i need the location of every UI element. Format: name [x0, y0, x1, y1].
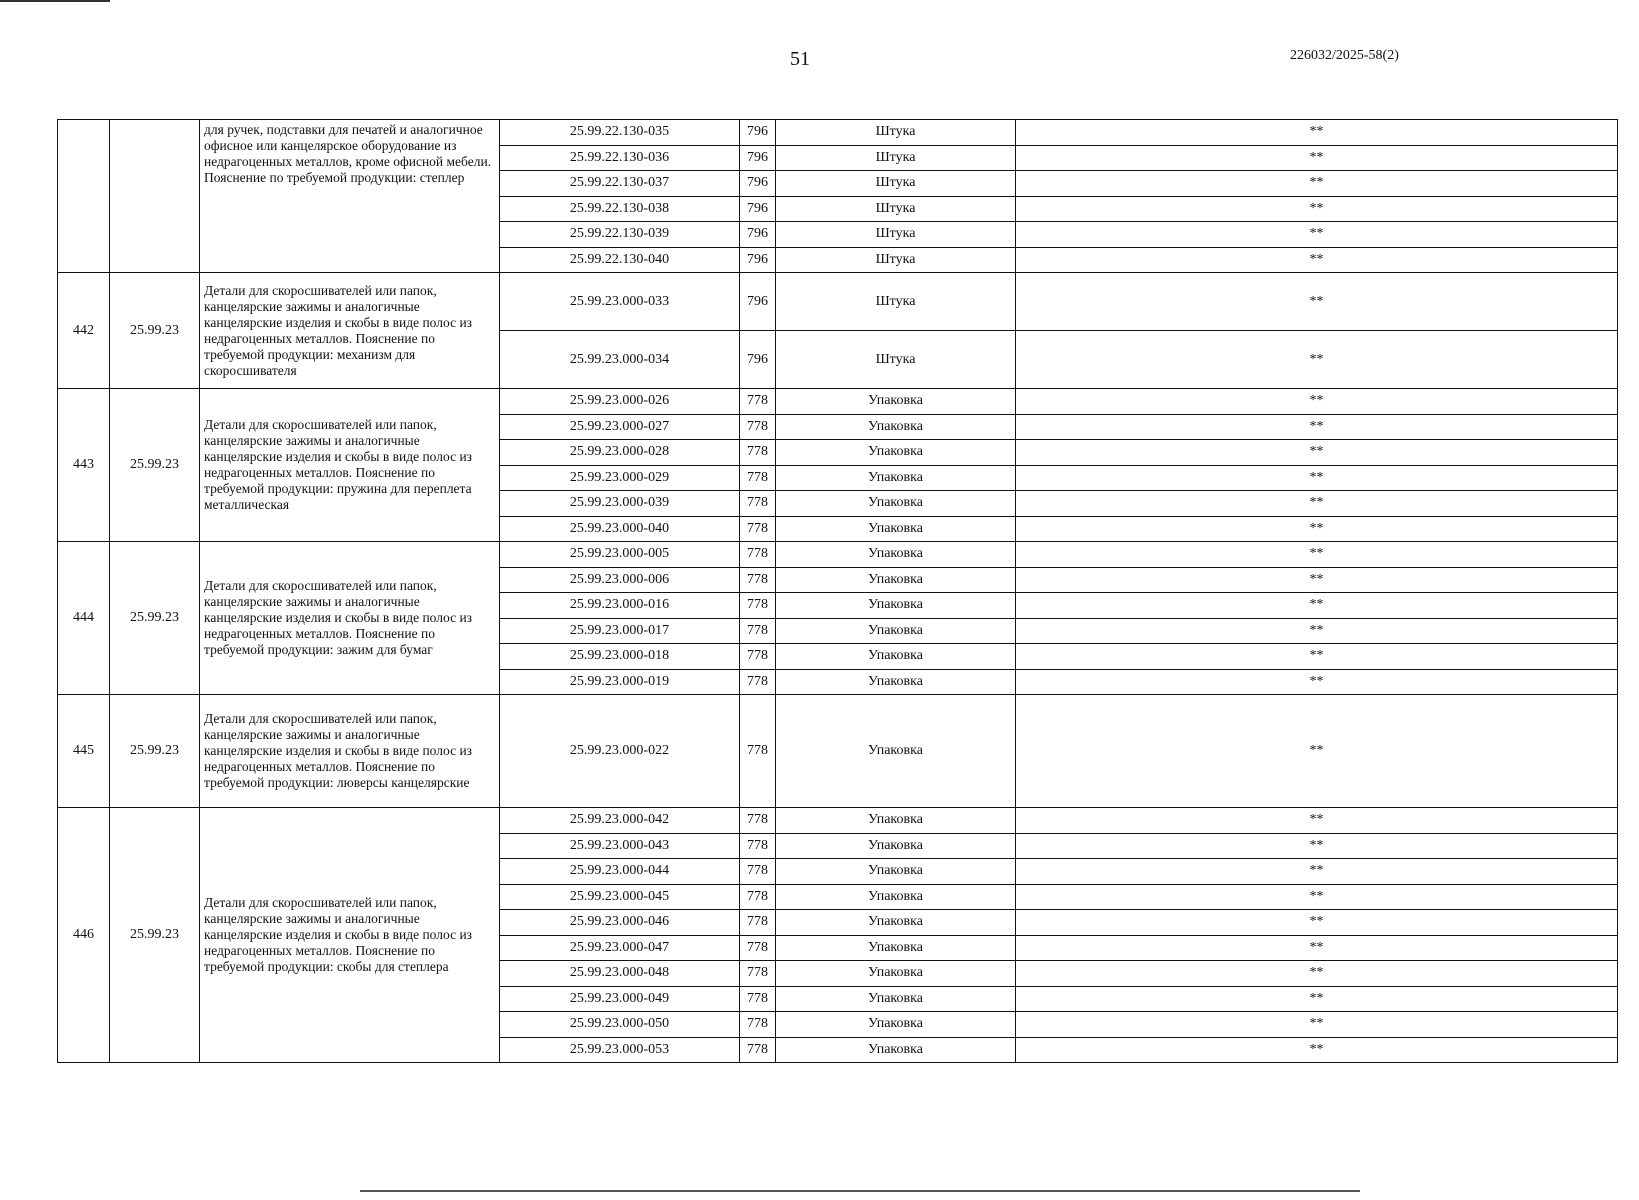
- quantity-cell: **: [1016, 389, 1618, 415]
- unit-name-cell: Упаковка: [776, 593, 1016, 619]
- ktru-code-cell: 25.99.23.000-019: [500, 669, 740, 695]
- ktru-code-cell: 25.99.23.000-049: [500, 986, 740, 1012]
- okei-code-cell: 778: [740, 389, 776, 415]
- okei-code-cell: 778: [740, 440, 776, 466]
- okei-code-cell: 778: [740, 567, 776, 593]
- ktru-code-cell: 25.99.23.000-018: [500, 644, 740, 670]
- unit-name-cell: Упаковка: [776, 808, 1016, 834]
- unit-name-cell: Упаковка: [776, 833, 1016, 859]
- okei-code-cell: 796: [740, 331, 776, 389]
- unit-name-cell: Упаковка: [776, 644, 1016, 670]
- quantity-cell: **: [1016, 618, 1618, 644]
- quantity-cell: **: [1016, 833, 1618, 859]
- unit-name-cell: Упаковка: [776, 1037, 1016, 1063]
- quantity-cell: **: [1016, 440, 1618, 466]
- unit-name-cell: Штука: [776, 120, 1016, 146]
- unit-name-cell: Упаковка: [776, 618, 1016, 644]
- item-number-cell: 446: [58, 808, 110, 1063]
- ktru-code-cell: 25.99.23.000-045: [500, 884, 740, 910]
- okei-code-cell: 778: [740, 1037, 776, 1063]
- quantity-cell: **: [1016, 1037, 1618, 1063]
- table-row: [58, 389, 1618, 415]
- unit-name-cell: Упаковка: [776, 1012, 1016, 1038]
- table-row: [58, 120, 1618, 146]
- ktru-code-cell: 25.99.23.000-039: [500, 491, 740, 517]
- ktru-code-cell: 25.99.22.130-038: [500, 196, 740, 222]
- okei-code-cell: 796: [740, 145, 776, 171]
- ktru-code-cell: 25.99.22.130-035: [500, 120, 740, 146]
- unit-name-cell: Упаковка: [776, 516, 1016, 542]
- table-row: [58, 273, 1618, 331]
- quantity-cell: **: [1016, 910, 1618, 936]
- quantity-cell: **: [1016, 935, 1618, 961]
- quantity-cell: **: [1016, 247, 1618, 273]
- product-description-cell: для ручек, подставки для печатей и аналогичное офисное или канцелярское оборудование из недрагоценных металлов, кроме офисной мебели. Пояснение по требуемой продукции: степлер: [200, 120, 500, 273]
- unit-name-cell: Упаковка: [776, 986, 1016, 1012]
- product-description-cell: Детали для скоросшивателей или папок, канцелярские зажимы и аналогичные канцелярские изделия и скобы в виде полос из недрагоценных металлов. Пояснение по требуемой продукции: зажим для бумаг: [200, 542, 500, 695]
- okei-code-cell: 778: [740, 669, 776, 695]
- ktru-code-cell: 25.99.22.130-039: [500, 222, 740, 248]
- unit-name-cell: Упаковка: [776, 414, 1016, 440]
- table-body: [58, 120, 1618, 1063]
- quantity-cell: **: [1016, 171, 1618, 197]
- ktru-code-cell: 25.99.22.130-037: [500, 171, 740, 197]
- okei-code-cell: 778: [740, 859, 776, 885]
- ktru-code-cell: 25.99.23.000-016: [500, 593, 740, 619]
- unit-name-cell: Штука: [776, 222, 1016, 248]
- quantity-cell: **: [1016, 567, 1618, 593]
- quantity-cell: **: [1016, 986, 1618, 1012]
- product-description-cell: Детали для скоросшивателей или папок, канцелярские зажимы и аналогичные канцелярские изделия и скобы в виде полос из недрагоценных металлов. Пояснение по требуемой продукции: скобы для степлера: [200, 808, 500, 1063]
- okei-code-cell: 778: [740, 644, 776, 670]
- quantity-cell: **: [1016, 884, 1618, 910]
- item-number-cell: [58, 120, 110, 273]
- unit-name-cell: Штука: [776, 171, 1016, 197]
- quantity-cell: **: [1016, 331, 1618, 389]
- item-number-cell: 445: [58, 695, 110, 808]
- ktru-code-cell: 25.99.23.000-022: [500, 695, 740, 808]
- item-number-cell: 444: [58, 542, 110, 695]
- product-description-cell: Детали для скоросшивателей или папок, канцелярские зажимы и аналогичные канцелярские изделия и скобы в виде полос из недрагоценных металлов. Пояснение по требуемой продукции: механизм для скоросшивателя: [200, 273, 500, 389]
- ktru-code-cell: 25.99.23.000-005: [500, 542, 740, 568]
- okei-code-cell: 778: [740, 935, 776, 961]
- quantity-cell: **: [1016, 145, 1618, 171]
- quantity-cell: **: [1016, 644, 1618, 670]
- ktru-code-cell: 25.99.23.000-034: [500, 331, 740, 389]
- quantity-cell: **: [1016, 465, 1618, 491]
- ktru-code-cell: 25.99.23.000-017: [500, 618, 740, 644]
- okei-code-cell: 778: [740, 593, 776, 619]
- okei-code-cell: 778: [740, 414, 776, 440]
- unit-name-cell: Штука: [776, 196, 1016, 222]
- okei-code-cell: 796: [740, 120, 776, 146]
- ktru-code-cell: 25.99.23.000-040: [500, 516, 740, 542]
- table-row: [58, 695, 1618, 808]
- product-description-cell: Детали для скоросшивателей или папок, канцелярские зажимы и аналогичные канцелярские изделия и скобы в виде полос из недрагоценных металлов. Пояснение по требуемой продукции: пружина для переплета металлическая: [200, 389, 500, 542]
- okei-code-cell: 778: [740, 695, 776, 808]
- unit-name-cell: Упаковка: [776, 961, 1016, 987]
- ktru-code-cell: 25.99.23.000-043: [500, 833, 740, 859]
- quantity-cell: **: [1016, 516, 1618, 542]
- unit-name-cell: Упаковка: [776, 465, 1016, 491]
- okei-code-cell: 796: [740, 171, 776, 197]
- page-number: 51: [790, 48, 810, 70]
- ktru-code-cell: 25.99.22.130-036: [500, 145, 740, 171]
- ktru-code-cell: 25.99.23.000-044: [500, 859, 740, 885]
- quantity-cell: **: [1016, 695, 1618, 808]
- procurement-table: [57, 119, 1618, 1063]
- okei-code-cell: 778: [740, 1012, 776, 1038]
- quantity-cell: **: [1016, 542, 1618, 568]
- okpd-code-cell: 25.99.23: [110, 695, 200, 808]
- okei-code-cell: 796: [740, 222, 776, 248]
- okei-code-cell: 796: [740, 196, 776, 222]
- quantity-cell: **: [1016, 414, 1618, 440]
- okei-code-cell: 778: [740, 961, 776, 987]
- okei-code-cell: 778: [740, 986, 776, 1012]
- quantity-cell: **: [1016, 593, 1618, 619]
- okei-code-cell: 778: [740, 465, 776, 491]
- quantity-cell: **: [1016, 222, 1618, 248]
- okei-code-cell: 778: [740, 618, 776, 644]
- unit-name-cell: Упаковка: [776, 542, 1016, 568]
- unit-name-cell: Штука: [776, 331, 1016, 389]
- quantity-cell: **: [1016, 961, 1618, 987]
- okpd-code-cell: 25.99.23: [110, 808, 200, 1063]
- table-row: [58, 808, 1618, 834]
- ktru-code-cell: 25.99.23.000-050: [500, 1012, 740, 1038]
- quantity-cell: **: [1016, 669, 1618, 695]
- ktru-code-cell: 25.99.23.000-028: [500, 440, 740, 466]
- bottom-scan-line: [360, 1190, 1360, 1192]
- unit-name-cell: Упаковка: [776, 910, 1016, 936]
- ktru-code-cell: 25.99.23.000-047: [500, 935, 740, 961]
- unit-name-cell: Упаковка: [776, 491, 1016, 517]
- document-reference: 226032/2025-58(2): [1290, 48, 1399, 63]
- quantity-cell: **: [1016, 808, 1618, 834]
- unit-name-cell: Упаковка: [776, 440, 1016, 466]
- okei-code-cell: 778: [740, 884, 776, 910]
- okei-code-cell: 778: [740, 542, 776, 568]
- unit-name-cell: Упаковка: [776, 669, 1016, 695]
- unit-name-cell: Упаковка: [776, 695, 1016, 808]
- ktru-code-cell: 25.99.23.000-006: [500, 567, 740, 593]
- okei-code-cell: 778: [740, 808, 776, 834]
- table-row: [58, 542, 1618, 568]
- unit-name-cell: Упаковка: [776, 884, 1016, 910]
- quantity-cell: **: [1016, 120, 1618, 146]
- okpd-code-cell: 25.99.23: [110, 542, 200, 695]
- okei-code-cell: 796: [740, 247, 776, 273]
- unit-name-cell: Штука: [776, 247, 1016, 273]
- okei-code-cell: 778: [740, 833, 776, 859]
- ktru-code-cell: 25.99.23.000-053: [500, 1037, 740, 1063]
- unit-name-cell: Упаковка: [776, 935, 1016, 961]
- ktru-code-cell: 25.99.23.000-026: [500, 389, 740, 415]
- ktru-code-cell: 25.99.23.000-029: [500, 465, 740, 491]
- ktru-code-cell: 25.99.23.000-033: [500, 273, 740, 331]
- ktru-code-cell: 25.99.23.000-027: [500, 414, 740, 440]
- okpd-code-cell: 25.99.23: [110, 273, 200, 389]
- ktru-code-cell: 25.99.23.000-046: [500, 910, 740, 936]
- okei-code-cell: 778: [740, 910, 776, 936]
- unit-name-cell: Упаковка: [776, 389, 1016, 415]
- unit-name-cell: Упаковка: [776, 567, 1016, 593]
- item-number-cell: 443: [58, 389, 110, 542]
- corner-scan-mark: [0, 0, 110, 2]
- unit-name-cell: Штука: [776, 145, 1016, 171]
- unit-name-cell: Штука: [776, 273, 1016, 331]
- quantity-cell: **: [1016, 196, 1618, 222]
- okei-code-cell: 778: [740, 491, 776, 517]
- unit-name-cell: Упаковка: [776, 859, 1016, 885]
- product-description-cell: Детали для скоросшивателей или папок, канцелярские зажимы и аналогичные канцелярские изделия и скобы в виде полос из недрагоценных металлов. Пояснение по требуемой продукции: люверсы канцелярские: [200, 695, 500, 808]
- ktru-code-cell: 25.99.22.130-040: [500, 247, 740, 273]
- ktru-code-cell: 25.99.23.000-042: [500, 808, 740, 834]
- quantity-cell: **: [1016, 859, 1618, 885]
- quantity-cell: **: [1016, 273, 1618, 331]
- okei-code-cell: 778: [740, 516, 776, 542]
- okpd-code-cell: 25.99.23: [110, 389, 200, 542]
- item-number-cell: 442: [58, 273, 110, 389]
- ktru-code-cell: 25.99.23.000-048: [500, 961, 740, 987]
- quantity-cell: **: [1016, 1012, 1618, 1038]
- quantity-cell: **: [1016, 491, 1618, 517]
- okei-code-cell: 796: [740, 273, 776, 331]
- okpd-code-cell: [110, 120, 200, 273]
